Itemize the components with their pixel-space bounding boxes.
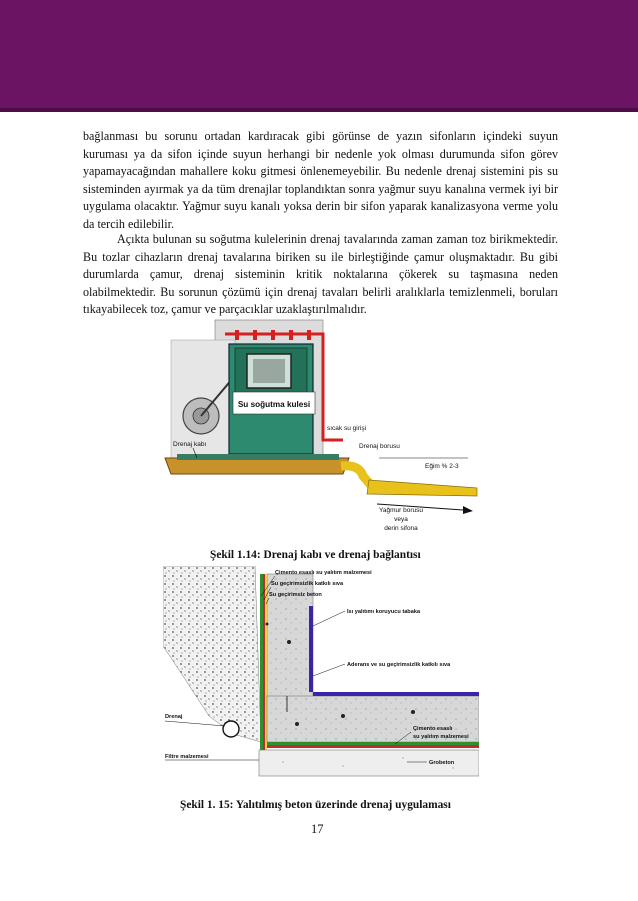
tower-label: Su soğutma kulesi bbox=[237, 400, 311, 409]
header-band bbox=[0, 0, 638, 112]
label-filter-material: Filtre malzemesi bbox=[165, 754, 209, 760]
warm-water-label: sıcak su girişi bbox=[327, 425, 367, 432]
label-waterproof-plaster: Su geçirimsizlik katkılı sıva bbox=[271, 581, 344, 587]
rain-pipe-line2: veya bbox=[394, 516, 408, 523]
figure-2-caption: Şekil 1. 15: Yalıtılmış beton üzerinde drenaj uygulaması bbox=[180, 799, 451, 811]
figure-insulated-concrete bbox=[163, 566, 479, 792]
drain-pan-label: Drenaj kabı bbox=[173, 441, 207, 448]
page-number: 17 bbox=[311, 822, 324, 836]
label-cement-right-1: Çimento esaslı bbox=[413, 726, 453, 732]
label-waterproof-concrete: Su geçirimsiz beton bbox=[269, 592, 322, 598]
drain-pipe-label: Drenaj borusu bbox=[359, 443, 400, 450]
label-insulation-protection: Isı yalıtımı koruyucu tabaka bbox=[347, 609, 421, 615]
figure-1-caption: Şekil 1.14: Drenaj kabı ve drenaj bağlantısı bbox=[210, 549, 421, 561]
header-divider bbox=[0, 108, 638, 112]
label-cement-right-2: su yalıtım malzemesi bbox=[413, 734, 469, 740]
label-lean-concrete: Grobeton bbox=[429, 760, 455, 766]
paragraph-1: bağlanması bu sorunu ortadan kardıracak gibi görünse de yazın sifonların içindeki suyun kuruması ya da sifon içinde suyun herhangi bir nedenle yok olması durumunda sifon görev yapamayacağından mahallere koku gitmesi önlenemeyebilir. Bu nedenle drenaj sistemini pis su sisteminden ayırmak ya da tüm drenajlar toplandıktan sonra yağmur suyu kanalına vermek iyi bir uygulama olacaktır. Yağmur suyu kanalı yoksa derin bir sifon yaparak kanalizasyona verme yolu da tercih edilebilir. bbox=[83, 129, 558, 231]
slope-label: Eğim % 2-3 bbox=[425, 463, 459, 470]
label-adherence-plaster: Aderans ve su geçirimsizlik katkılı sıva bbox=[347, 662, 451, 668]
rain-pipe-line1: Yağmur borusu bbox=[379, 507, 423, 514]
label-cement-plaster: Çimento esaslı su yalıtım malzemesi bbox=[275, 570, 372, 576]
paragraph-2: Açıkta bulunan su soğutma kulelerinin drenaj tavalarında zaman zaman toz birikmektedir. Bu tozlar cihazların drenaj tavalarına biriken su ile birleştiğinde çamur oluşmaktadır. Bu gibi durumlarda çamur, drenaj sisteminin kritik noktalarına çökerek su taşmasına neden olabilmektedir. Bu sorunun çözümü için drenaj tavaları belirli aralıklarla temizlenmeli, boruları tıkayabilecek toz, çamur ve parçacıklar uzaklaştırılmalıdır. bbox=[83, 232, 558, 316]
label-drainage: Drenaj bbox=[165, 714, 183, 720]
rain-pipe-line3: derin sifona bbox=[384, 525, 418, 532]
figure-drain-pan bbox=[163, 318, 479, 540]
